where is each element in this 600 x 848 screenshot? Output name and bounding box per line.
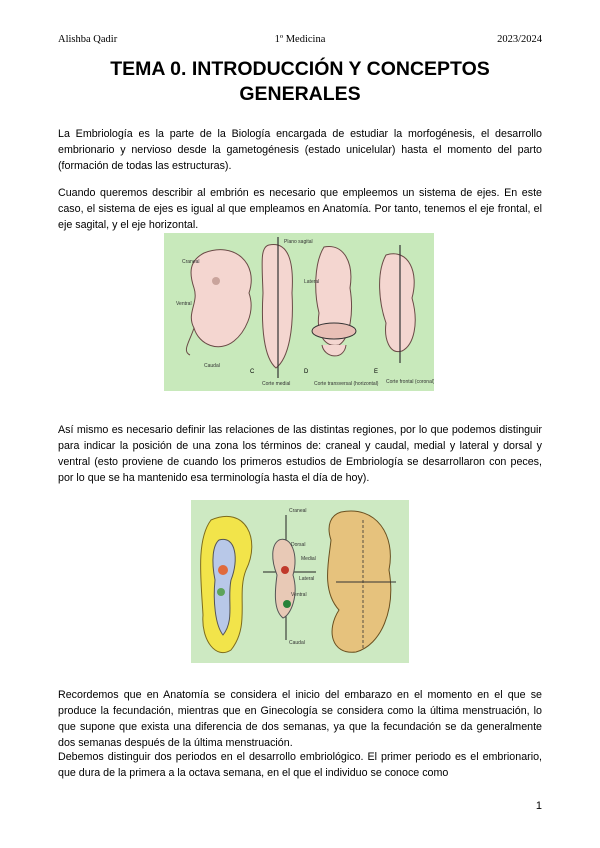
page-title: TEMA 0. INTRODUCCIÓN Y CONCEPTOS GENERALES (110, 58, 490, 105)
label-medial: Medial (301, 556, 316, 562)
paragraph-periods: Debemos distinguir dos periodos en el desarrollo embriológico. El primer periodo es el embrionario, que dura de la primera a la octava semana, en el que el individuo se conoce como (58, 751, 542, 779)
paragraph-regions: Así mismo es necesario definir las relaciones de las distintas regiones, por lo que podemos distinguir para indicar la posición de una zona los términos de: craneal y caudal, medial y lateral y dorsal y ventral (esto proviene de cuando los primeros estudios de Embriología se desarrollaron con peces, por lo que se ha mantenido esa terminología hasta el día de hoy). (58, 424, 542, 484)
page-number: 1 (535, 800, 542, 812)
paragraph-pregnancy-start: Recordemos que en Anatomía se considera el inicio del embarazo en el momento en el que se produce la fecundación, mientras que en Ginecología se considera como la última menstruación, lo que supone que exista una diferencia de dos semanas, ya que la fecundación se da generalmente dos semanas después de la última menstruación. (58, 689, 542, 749)
label-corte-frontal: Corte frontal (coronal) (386, 379, 434, 385)
label-lateral-2: Lateral (299, 576, 315, 582)
label-ventral-2: Ventral (291, 592, 307, 598)
header-year: 2023/2024 (497, 34, 542, 45)
label-plano-sagital: Plano sagital (284, 239, 313, 245)
paragraph-axes: Cuando queremos describir al embrión es necesario que empleemos un sistema de ejes. En este caso, el sistema de ejes es igual al que empleamos en Anatomía. Por tanto, tenemos el eje frontal, el eje sagital, y el eje horizontal. (58, 187, 542, 231)
header-course: 1º Medicina (274, 34, 326, 45)
label-craneal-2: Craneal (289, 508, 307, 514)
label-lateral: Lateral (304, 279, 320, 285)
embryo-orientation-illustration (191, 500, 409, 663)
paragraph-intro: La Embriología es la parte de la Biología encargada de estudiar la morfogénesis, el desarrollo embrionario y nervioso desde la gametogénesis (estado unicelular) hasta el momento del parto (formación de todas las estructuras). (58, 128, 542, 172)
panel-c-label: C (250, 369, 255, 375)
label-craneal: Craneal (182, 259, 200, 265)
embryo-axes-illustration (164, 233, 434, 391)
header-author: Alishba Qadir (58, 34, 118, 45)
label-caudal: Caudal (204, 363, 220, 369)
label-corte-medial: Corte medial (262, 381, 291, 387)
label-ventral: Ventral (176, 301, 192, 307)
page-header (58, 34, 542, 48)
label-dorsal: Dorsal (291, 542, 306, 548)
embryo-orientation-figure (191, 500, 409, 663)
label-caudal-2: Caudal (289, 640, 305, 646)
panel-d-label: D (304, 369, 309, 375)
panel-e-label: E (374, 369, 379, 375)
embryo-axes-figure (164, 233, 434, 391)
label-corte-transversal: Corte transversal (horizontal) (314, 381, 379, 387)
